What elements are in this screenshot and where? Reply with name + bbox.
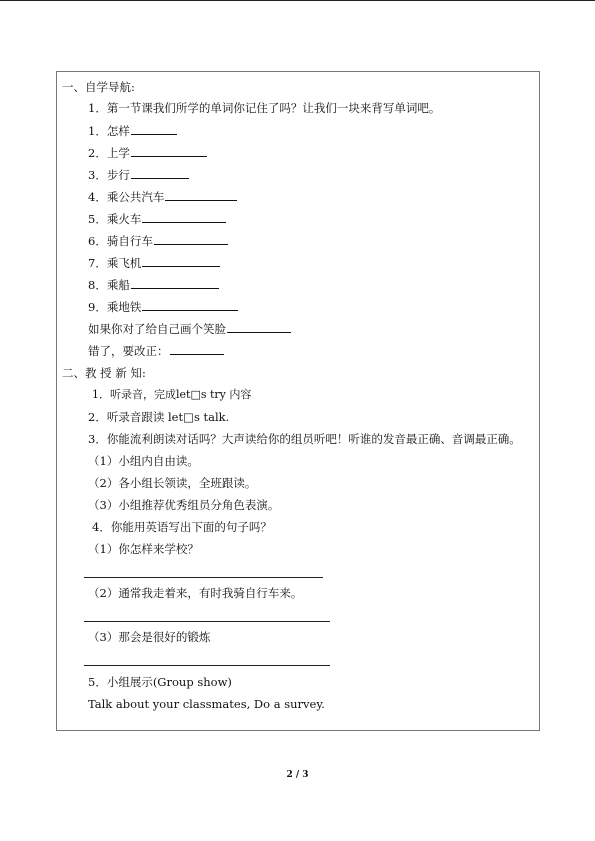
answer-blank[interactable]: [131, 277, 219, 289]
survey-text: Talk about your classmates, Do a survey.: [88, 697, 325, 711]
step1-text: 1．听录音，完成let□s try 内容: [92, 388, 252, 401]
question-3: （3）那会是很好的锻炼: [88, 630, 211, 644]
smile-line: 如果你对了给自己画个笑脸: [88, 321, 291, 336]
answer-blank[interactable]: [142, 255, 220, 267]
question-1: （1）你怎样来学校？: [88, 542, 199, 556]
word-item-5: 5．乘火车: [88, 211, 226, 226]
answer-blank[interactable]: [131, 123, 177, 135]
answer-blank[interactable]: [170, 343, 224, 355]
word-item-9: 9．乘地铁: [88, 299, 238, 314]
section2-heading: 二、教 授 新 知:: [62, 366, 146, 380]
word-item-4: 4．乘公共汽车: [88, 189, 237, 204]
answer-blank[interactable]: [131, 145, 207, 157]
answer-blank[interactable]: [131, 167, 189, 179]
section1-heading: 一、自学导航:: [62, 80, 135, 94]
word-item-6: 6．骑自行车: [88, 233, 228, 248]
answer-blank[interactable]: [154, 233, 228, 245]
word-item-8: 8．乘船: [88, 277, 219, 292]
word-item-7: 7．乘飞机: [88, 255, 220, 270]
step3-text: 3．你能流利朗读对话吗？大声读给你的组员听吧！听谁的发音最正确、音调最正确。: [88, 432, 521, 446]
page-number: 2 / 3: [286, 770, 309, 780]
word-item-1: 1．怎样: [88, 123, 177, 138]
step2-text: 2．听录音跟读 let□s talk.: [88, 410, 230, 424]
step5-text: 5．小组展示(Group show): [88, 675, 232, 689]
answer-line[interactable]: [84, 577, 323, 578]
answer-blank[interactable]: [142, 211, 226, 223]
answer-line[interactable]: [84, 665, 330, 666]
answer-blank[interactable]: [142, 299, 238, 311]
word-item-3: 3．步行: [88, 167, 189, 182]
top-border-line: [0, 0, 595, 1]
answer-blank[interactable]: [165, 189, 237, 201]
answer-line[interactable]: [84, 621, 330, 622]
correction-line: 错了，要改正：: [88, 343, 224, 358]
question-2: （2）通常我走着来，有时我骑自行车来。: [88, 586, 303, 600]
word-item-2: 2．上学: [88, 145, 207, 160]
sub-item-2: （2）各小组长领读，全班跟读。: [88, 476, 257, 490]
section1-intro: 1．第一节课我们所学的单词你记住了吗？让我们一块来背写单词吧。: [88, 101, 441, 115]
sub-item-3: （3）小组推荐优秀组员分角色表演。: [88, 498, 280, 512]
step4-text: 4．你能用英语写出下面的句子吗？: [92, 520, 272, 534]
sub-item-1: （1）小组内自由读。: [88, 454, 199, 468]
answer-blank[interactable]: [227, 321, 291, 333]
